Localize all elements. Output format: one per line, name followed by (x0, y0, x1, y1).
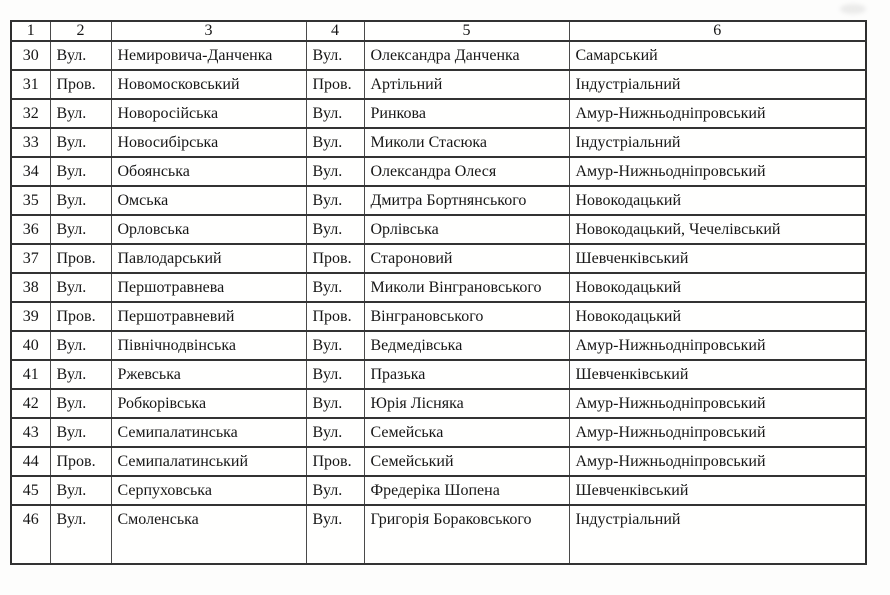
table-cell: Новокодацький (569, 273, 866, 302)
table-cell: Північнодвінська (111, 331, 306, 360)
table-cell: Григорія Бораковського (364, 505, 569, 564)
table-cell: Першотравнева (111, 273, 306, 302)
table-cell: 32 (11, 99, 50, 128)
table-cell: Новокодацький (569, 302, 866, 331)
table-cell: Пров. (50, 302, 111, 331)
table-cell: Вул. (50, 418, 111, 447)
table-cell: Новомосковський (111, 70, 306, 99)
table-row (11, 389, 866, 418)
table-header-row (11, 21, 866, 41)
table-cell: Олександра Олеся (364, 157, 569, 186)
table-cell: Амур-Нижньодніпровський (569, 99, 866, 128)
table-row (11, 244, 866, 273)
table-cell: 34 (11, 157, 50, 186)
table-cell: Смоленська (111, 505, 306, 564)
table-cell: Вул. (50, 157, 111, 186)
table-row (11, 215, 866, 244)
scan-artifact (840, 4, 866, 14)
table-cell: Серпуховська (111, 476, 306, 505)
table-cell: Вул. (306, 273, 364, 302)
table-cell: 38 (11, 273, 50, 302)
table-cell: Шевченківський (569, 360, 866, 389)
table-row (11, 360, 866, 389)
table-cell: Обоянська (111, 157, 306, 186)
column-header: 2 (50, 21, 111, 41)
table-row (11, 157, 866, 186)
table-cell: Пров. (50, 447, 111, 476)
table-cell: Робкорівська (111, 389, 306, 418)
table-cell: Вул. (50, 476, 111, 505)
table-cell: Вул. (306, 389, 364, 418)
table-cell: Вул. (306, 41, 364, 70)
table-row (11, 447, 866, 476)
table-cell: Вінграновського (364, 302, 569, 331)
table-cell: 43 (11, 418, 50, 447)
table-cell: Ринкова (364, 99, 569, 128)
table-cell: Вул. (306, 215, 364, 244)
table-cell: Вул. (306, 476, 364, 505)
table-cell: Індустріальний (569, 128, 866, 157)
street-renaming-table (10, 20, 867, 565)
table-cell: 37 (11, 244, 50, 273)
table-cell: Семипалатинський (111, 447, 306, 476)
table-cell: Вул. (306, 128, 364, 157)
table-cell: Вул. (50, 215, 111, 244)
table-cell: Вул. (306, 99, 364, 128)
table-cell: Вул. (306, 157, 364, 186)
table-cell: Павлодарський (111, 244, 306, 273)
table-cell: Вул. (306, 331, 364, 360)
table-cell: Амур-Нижньодніпровський (569, 389, 866, 418)
table-cell: 41 (11, 360, 50, 389)
table-cell: Амур-Нижньодніпровський (569, 331, 866, 360)
table-cell: 46 (11, 505, 50, 564)
table-cell: Новосибірська (111, 128, 306, 157)
table-cell: 40 (11, 331, 50, 360)
table-cell: Семейський (364, 447, 569, 476)
table-cell: Орлівська (364, 215, 569, 244)
table-cell: 45 (11, 476, 50, 505)
table-row (11, 331, 866, 360)
table-cell: Орловська (111, 215, 306, 244)
table-cell: Вул. (50, 99, 111, 128)
table-cell: Першотравневий (111, 302, 306, 331)
table-row (11, 186, 866, 215)
table-cell: Індустріальний (569, 505, 866, 564)
table-cell: 30 (11, 41, 50, 70)
table-cell: Пров. (50, 244, 111, 273)
column-header: 4 (306, 21, 364, 41)
column-header: 6 (569, 21, 866, 41)
table-cell: Артільний (364, 70, 569, 99)
table-cell: Вул. (306, 505, 364, 564)
table-cell: Шевченківський (569, 244, 866, 273)
table-cell: Індустріальний (569, 70, 866, 99)
table-cell: Вул. (50, 331, 111, 360)
table-cell: Олександра Данченка (364, 41, 569, 70)
table-row (11, 70, 866, 99)
table-cell: 39 (11, 302, 50, 331)
table-cell: Вул. (306, 186, 364, 215)
table-row (11, 128, 866, 157)
table-cell: Дмитра Бортнянського (364, 186, 569, 215)
table-cell: Пров. (50, 70, 111, 99)
column-header: 1 (11, 21, 50, 41)
table-cell: Новокодацький (569, 186, 866, 215)
table-cell: Вул. (306, 418, 364, 447)
table-cell: 36 (11, 215, 50, 244)
table-cell: 33 (11, 128, 50, 157)
table-cell: Пров. (306, 302, 364, 331)
table-cell: Пров. (306, 70, 364, 99)
table-cell: Пров. (306, 244, 364, 273)
table-cell: Вул. (306, 360, 364, 389)
table-cell: 31 (11, 70, 50, 99)
table-cell: Вул. (50, 186, 111, 215)
table-cell: Вул. (50, 128, 111, 157)
table-cell: Ведмедівська (364, 331, 569, 360)
table-cell: Немировича-Данченка (111, 41, 306, 70)
table-cell: Юрія Лісняка (364, 389, 569, 418)
table-row (11, 41, 866, 70)
table-cell: 44 (11, 447, 50, 476)
table-cell: Вул. (50, 273, 111, 302)
table-body (11, 41, 866, 564)
table-cell: Фредеріка Шопена (364, 476, 569, 505)
column-header: 3 (111, 21, 306, 41)
table-cell: Пров. (306, 447, 364, 476)
table-cell: Омська (111, 186, 306, 215)
table-cell: Вул. (50, 360, 111, 389)
column-header: 5 (364, 21, 569, 41)
table-row (11, 505, 866, 564)
table-cell: Староновий (364, 244, 569, 273)
table-cell: Празька (364, 360, 569, 389)
table-cell: Амур-Нижньодніпровський (569, 157, 866, 186)
table-row (11, 302, 866, 331)
table-cell: Новокодацький, Чечелівський (569, 215, 866, 244)
table-cell: Миколи Стасюка (364, 128, 569, 157)
table-cell: 42 (11, 389, 50, 418)
table-cell: 35 (11, 186, 50, 215)
table-cell: Самарський (569, 41, 866, 70)
table-row (11, 273, 866, 302)
table-row (11, 476, 866, 505)
table-cell: Вул. (50, 389, 111, 418)
table-cell: Амур-Нижньодніпровський (569, 447, 866, 476)
table-cell: Амур-Нижньодніпровський (569, 418, 866, 447)
table-cell: Миколи Вінграновського (364, 273, 569, 302)
table-cell: Ржевська (111, 360, 306, 389)
table-cell: Семейська (364, 418, 569, 447)
table-cell: Семипалатинська (111, 418, 306, 447)
table-cell: Вул. (50, 505, 111, 564)
table-row (11, 99, 866, 128)
table-cell: Шевченківський (569, 476, 866, 505)
table-cell: Вул. (50, 41, 111, 70)
table-row (11, 418, 866, 447)
table-cell: Новоросійська (111, 99, 306, 128)
